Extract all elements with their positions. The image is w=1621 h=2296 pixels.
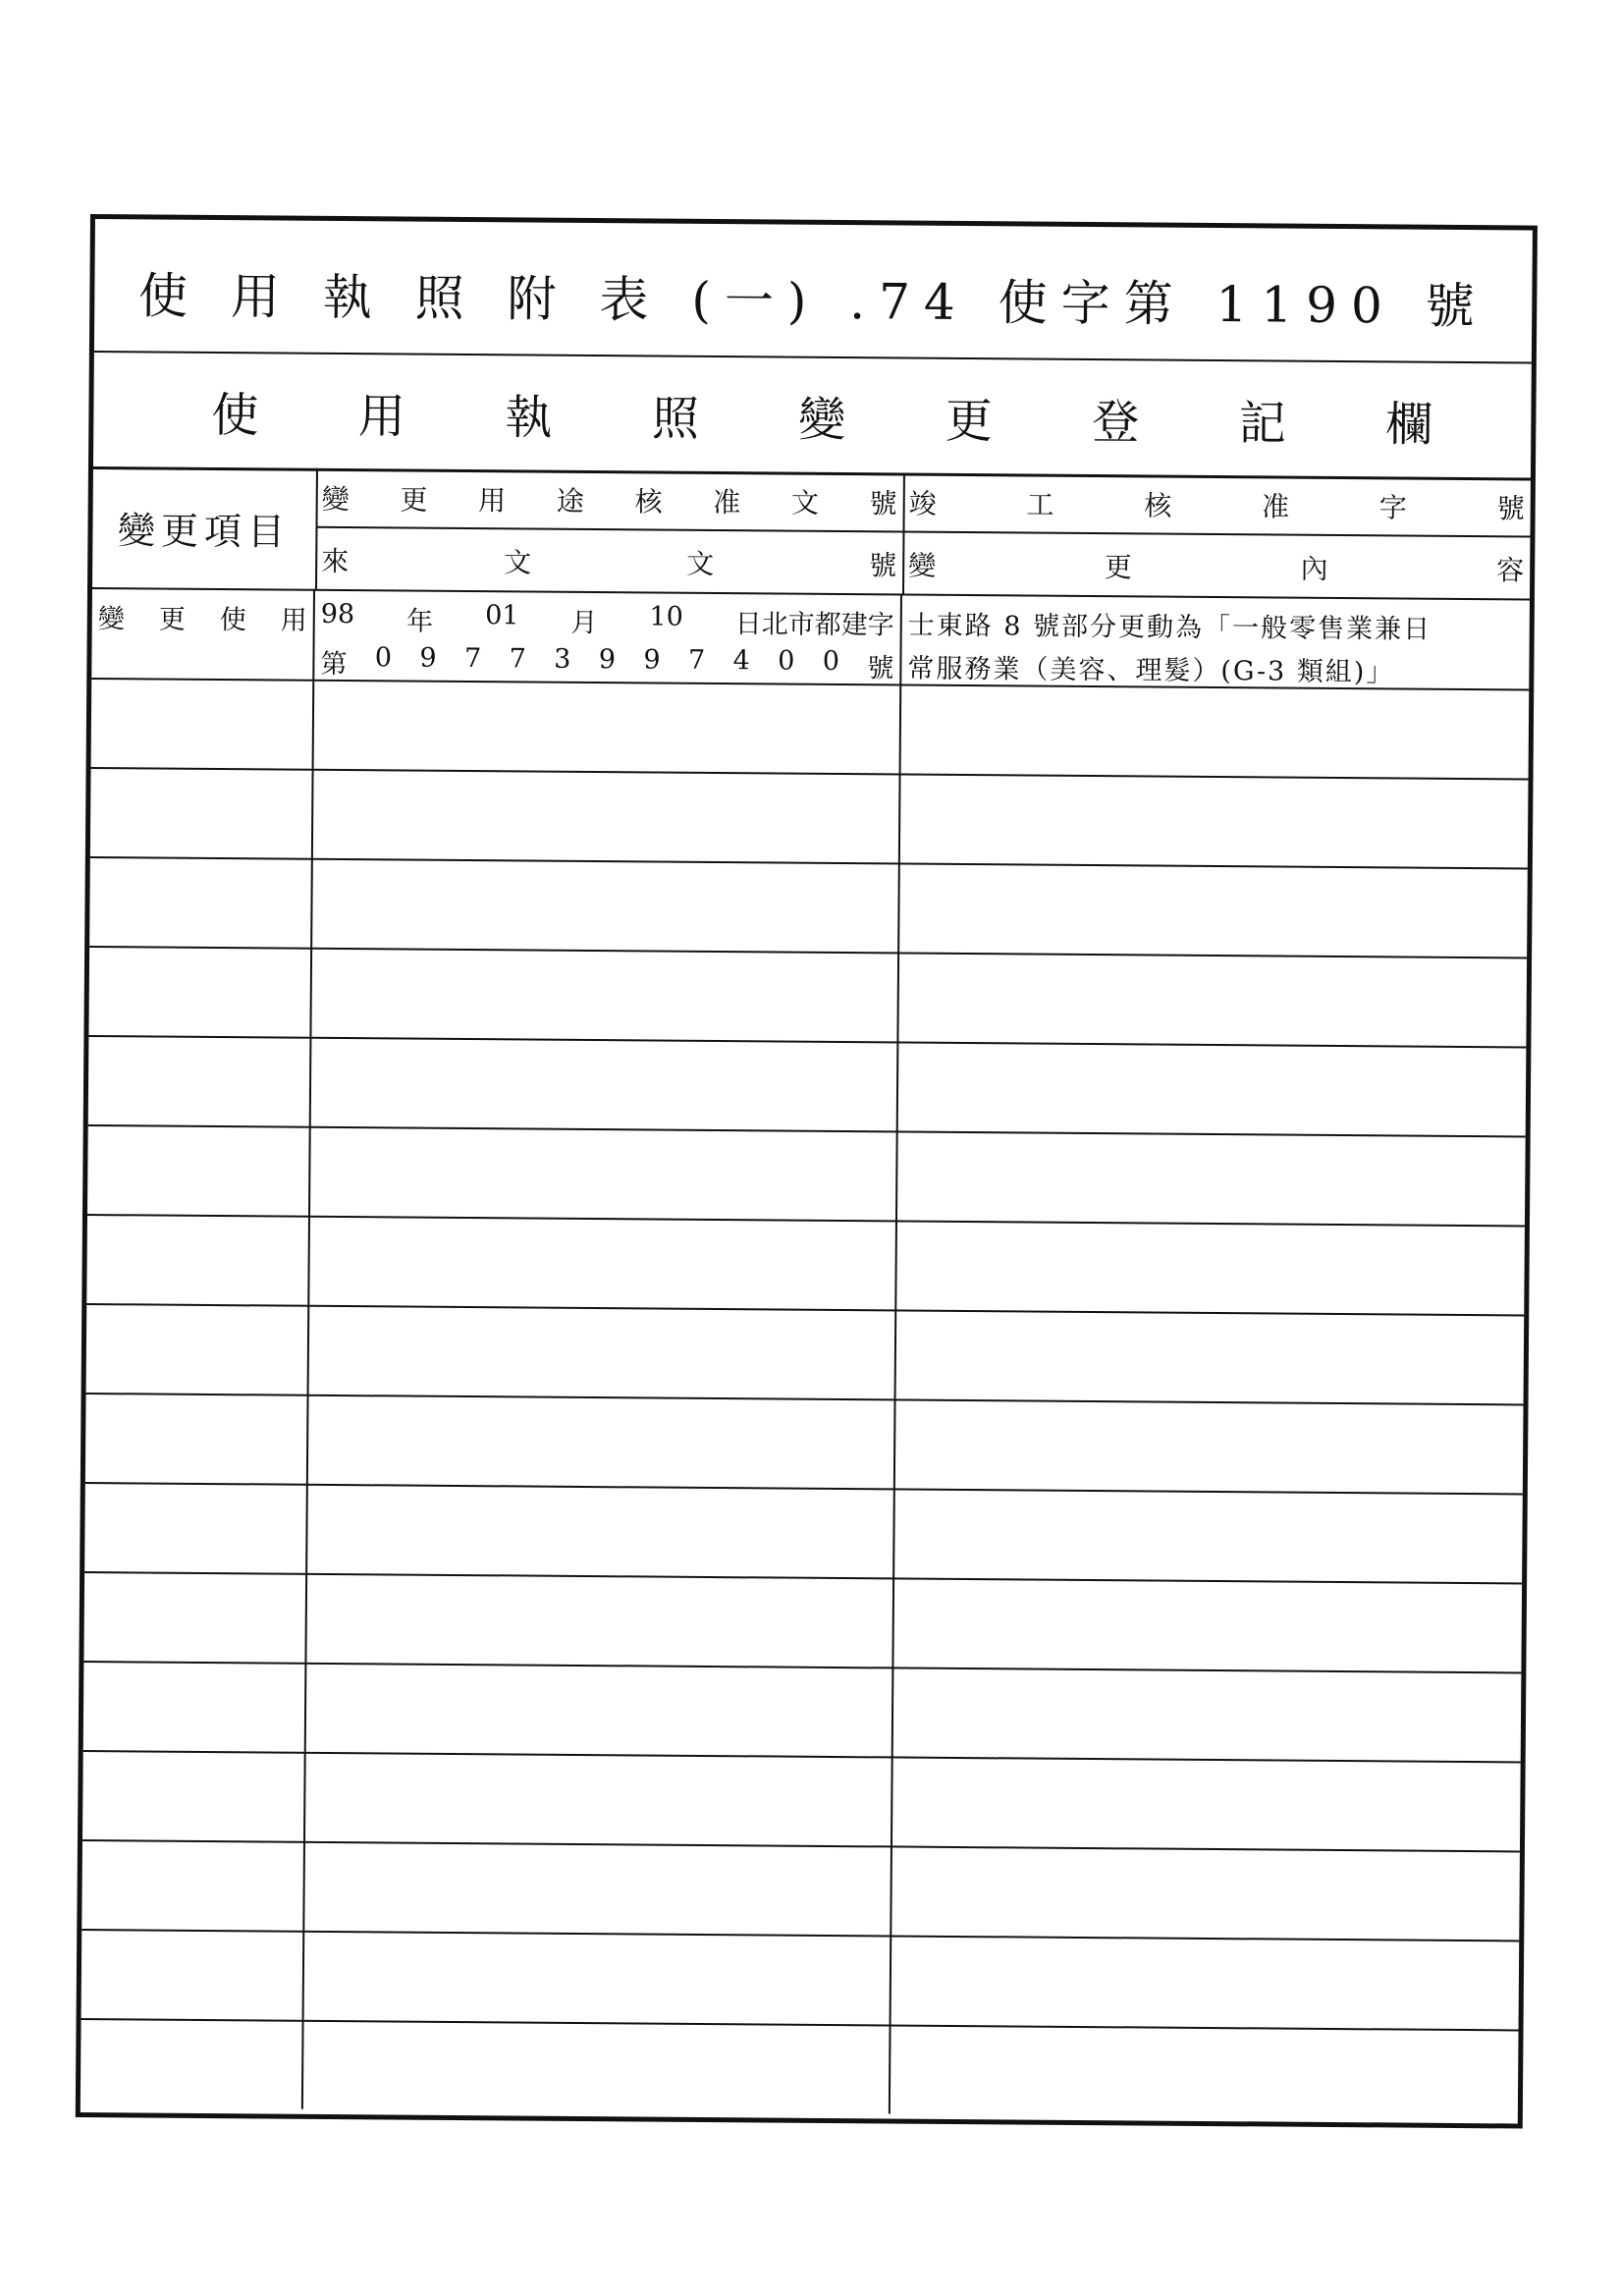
change-item-char: 用 xyxy=(280,605,307,636)
change-content-cell xyxy=(891,2024,1519,2118)
change-item-cell xyxy=(85,1393,309,1484)
table-row xyxy=(88,946,1527,1048)
change-item-cell xyxy=(90,767,314,858)
doc-number-cell xyxy=(306,1573,894,1667)
doc-number-token: 9 xyxy=(598,644,617,676)
doc-number-line-2 xyxy=(320,642,893,685)
change-item-char: 使 xyxy=(219,605,246,636)
doc-number-token: 7 xyxy=(687,644,706,676)
doc-number-cell xyxy=(304,1931,892,2025)
register-title-char: 欄 xyxy=(1385,397,1433,453)
header-char: 號 xyxy=(869,486,897,519)
doc-number-cell xyxy=(305,1752,893,1846)
change-item-cell xyxy=(89,856,313,948)
table-row xyxy=(90,767,1529,869)
change-content-cell xyxy=(893,1577,1522,1671)
register-title xyxy=(211,377,1433,455)
doc-number-cell xyxy=(311,1037,899,1131)
doc-number-token: 4 xyxy=(732,645,750,677)
table-row xyxy=(89,856,1528,958)
change-item-cell xyxy=(81,1929,305,2020)
register-title-char: 用 xyxy=(357,389,406,445)
doc-number-token: 0 xyxy=(778,645,795,677)
change-content-cell xyxy=(898,952,1527,1046)
doc-number-token: 年 xyxy=(405,606,434,637)
doc-number-token: 9 xyxy=(643,644,661,676)
doc-number-token: 10 xyxy=(649,601,683,632)
header-approval-doc-number xyxy=(315,468,905,594)
table-row xyxy=(88,1035,1527,1137)
header-char: 號 xyxy=(869,548,897,581)
header-completion-approval-label xyxy=(902,473,1530,538)
change-item-cell xyxy=(84,1482,308,1573)
change-content-line-1: 士東路 8 號部分更動為「一般零售業兼日 xyxy=(907,610,1432,645)
doc-number-cell xyxy=(303,2020,892,2114)
header-char: 文 xyxy=(790,486,820,519)
doc-number-token: 3 xyxy=(554,643,571,675)
doc-number-token: 0 xyxy=(822,645,840,678)
change-item-cell xyxy=(86,1214,310,1305)
header-char: 容 xyxy=(1496,553,1525,586)
doc-number-cell xyxy=(314,680,902,774)
table-header xyxy=(92,466,1531,600)
table-row xyxy=(81,2018,1519,2118)
table-row xyxy=(91,587,1530,690)
doc-number-cell xyxy=(311,948,899,1042)
change-content-cell xyxy=(897,1130,1526,1225)
doc-number-cell xyxy=(312,858,900,953)
header-char: 工 xyxy=(1026,487,1054,521)
doc-number-cell xyxy=(304,1841,892,1936)
header-incoming-doc-label xyxy=(315,529,902,594)
doc-number-cell xyxy=(307,1484,895,1578)
doc-number-token: 01 xyxy=(485,600,519,631)
form-title-row xyxy=(94,219,1533,363)
header-char: 竣 xyxy=(908,487,937,520)
doc-number-cell xyxy=(310,1126,898,1221)
header-char: 准 xyxy=(713,485,741,519)
change-item-cell xyxy=(88,1035,312,1126)
table-row xyxy=(83,1661,1522,1763)
change-content-cell xyxy=(896,1309,1525,1403)
table-row xyxy=(81,1839,1520,1941)
change-item-cell xyxy=(82,1750,306,1841)
table-row xyxy=(86,1303,1525,1405)
doc-number-token: 7 xyxy=(509,643,526,675)
usage-license-appendix-form xyxy=(76,214,1538,2129)
change-content-cell xyxy=(898,1041,1527,1135)
table-row xyxy=(87,1124,1526,1227)
change-content-cell xyxy=(893,1667,1522,1761)
register-title-char: 登 xyxy=(1092,395,1140,451)
change-item-cell xyxy=(81,2018,304,2109)
header-change-content-label xyxy=(902,534,1530,599)
change-content-cell xyxy=(892,1756,1521,1850)
doc-number-token: 9 xyxy=(419,642,437,674)
header-completion-approval xyxy=(902,473,1531,599)
change-item-text xyxy=(98,597,307,637)
register-title-char: 更 xyxy=(945,393,994,450)
header-char: 變 xyxy=(321,482,350,516)
register-title-row xyxy=(93,351,1532,480)
change-item-cell xyxy=(91,678,315,769)
change-item-cell xyxy=(91,587,315,680)
table-row xyxy=(91,678,1530,780)
change-item-cell xyxy=(83,1571,307,1663)
table-row xyxy=(82,1750,1521,1852)
change-item-char: 變 xyxy=(97,604,125,635)
header-char: 字 xyxy=(1378,490,1408,524)
header-char: 文 xyxy=(504,545,532,579)
doc-number-token: 7 xyxy=(463,643,482,675)
change-item-cell xyxy=(83,1661,307,1752)
register-title-char: 變 xyxy=(798,392,846,449)
header-char: 核 xyxy=(634,484,663,519)
change-item-cell xyxy=(87,1124,311,1216)
change-content-line-2: 常服務業（美容、理髮）(G-3 類組)」 xyxy=(907,653,1395,688)
doc-number-line-1 xyxy=(321,599,894,642)
header-char: 內 xyxy=(1300,552,1328,585)
header-char: 用 xyxy=(478,483,507,517)
doc-number-token: 日北市都建字 xyxy=(734,609,894,641)
form-title: 使 用 執 照 附 表 (一) .74 使字第 1190 號 xyxy=(137,267,1488,336)
change-content-cell xyxy=(896,1220,1525,1314)
doc-number-cell xyxy=(309,1216,897,1310)
register-title-char: 照 xyxy=(651,391,700,447)
change-content-cell xyxy=(892,1935,1520,2029)
table-row xyxy=(84,1482,1523,1584)
header-char: 號 xyxy=(1496,491,1525,524)
header-char: 核 xyxy=(1144,488,1172,522)
change-content-cell xyxy=(895,1398,1524,1493)
header-char: 途 xyxy=(556,484,584,518)
change-content-cell xyxy=(901,684,1530,779)
doc-number-cell xyxy=(309,1305,897,1399)
change-content-cell xyxy=(901,594,1530,689)
register-rows xyxy=(81,587,1530,2123)
doc-number-token: 0 xyxy=(374,642,393,674)
header-approval-doc-label xyxy=(315,468,902,533)
doc-number-cell xyxy=(306,1663,894,1757)
table-row xyxy=(83,1571,1522,1673)
change-content-cell xyxy=(892,1845,1520,1940)
doc-number-cell xyxy=(308,1394,896,1489)
header-char: 變 xyxy=(908,549,937,582)
register-title-char: 使 xyxy=(211,387,259,444)
header-char: 准 xyxy=(1261,489,1290,523)
change-content-cell xyxy=(899,862,1528,957)
table-row xyxy=(81,1929,1520,2031)
header-char: 更 xyxy=(400,482,428,517)
change-item-cell xyxy=(81,1839,305,1931)
doc-number-token: 號 xyxy=(867,653,894,684)
doc-number-cell xyxy=(314,589,902,684)
header-change-item: 變更項目 xyxy=(92,466,318,589)
header-char: 文 xyxy=(686,547,715,580)
change-content-cell xyxy=(894,1488,1523,1582)
change-item-char: 更 xyxy=(158,604,186,635)
header-char: 來 xyxy=(321,544,350,577)
table-row xyxy=(86,1214,1525,1316)
register-title-char: 執 xyxy=(505,390,553,446)
doc-number-cell xyxy=(313,769,901,863)
register-title-char: 記 xyxy=(1238,396,1286,452)
doc-number-token: 第 xyxy=(320,648,348,681)
doc-number-token: 98 xyxy=(320,598,355,630)
doc-number-token: 月 xyxy=(570,607,598,639)
change-item-cell xyxy=(86,1303,310,1394)
change-content-cell xyxy=(900,774,1529,868)
table-row xyxy=(85,1393,1524,1495)
header-char: 更 xyxy=(1104,550,1133,583)
change-item-cell xyxy=(88,946,312,1037)
